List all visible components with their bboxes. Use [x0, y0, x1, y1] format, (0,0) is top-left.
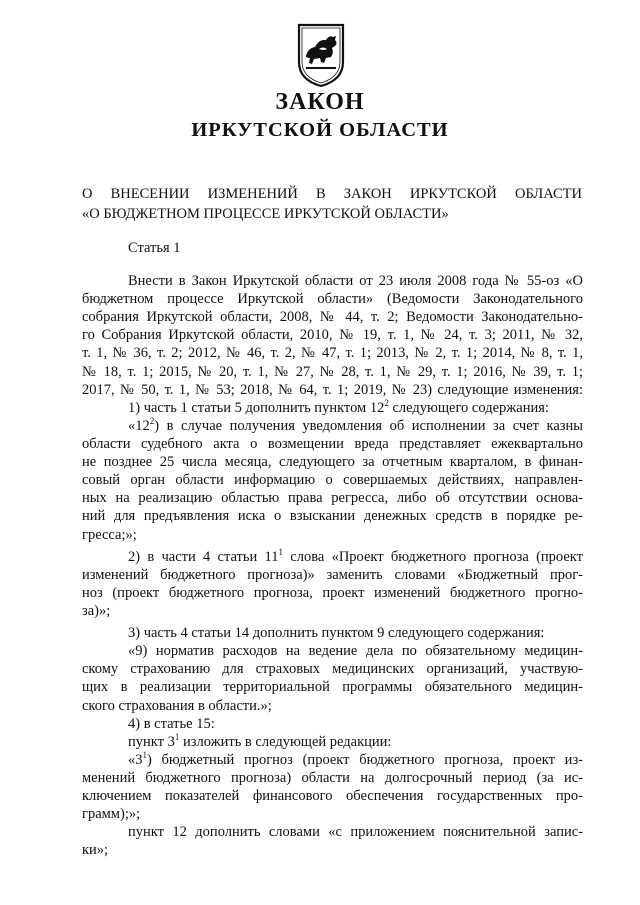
- text-line: 1) часть 1 статьи 5 дополнить пунктом $12^2$ следующего содержания:: [128, 398, 549, 416]
- text-line: 2017, № 50, т. 1, № 53; 2018, № 64, т. 1; 2019, № 23) следующие изменения:: [82, 381, 583, 398]
- text-line: «$12^2$) в случае получения уведомления об исполнении за счет казны: [128, 416, 583, 434]
- text-line: Внести в Закон Иркутской области от 23 июля 2008 года № 55-оз «О: [128, 273, 583, 289]
- text-line: № 18, т. 1; 2015, № 20, т. 1, № 27, № 28, т. 1, № 29, т. 1; 2016, № 39, т. 1;: [82, 363, 583, 380]
- text-line: пункт $3^1$ изложить в следующей редакции:: [128, 732, 392, 750]
- text-line: 2) в части 4 статьи $11^1$ слова «Проект бюджетного прогноза (проект: [128, 547, 583, 565]
- text-line: гресса;»;: [82, 526, 137, 543]
- subject-line: «О БЮДЖЕТНОМ ПРОЦЕССЕ ИРКУТСКОЙ ОБЛАСТИ»: [82, 206, 449, 222]
- article-heading: Статья 1: [128, 240, 181, 256]
- law-subject: [82, 184, 582, 224]
- text-line: го Собрания Иркутской области, 2010, № 19, т. 1, № 24, т. 3; 2011, № 32,: [82, 327, 583, 344]
- text-line: не позднее 25 числа месяца, следующего за отчетным кварталом, в финан-: [82, 454, 583, 471]
- text-line: 4) в статье 15:: [128, 715, 215, 732]
- text-line: области судебного акта о возмещении вреда представляет ежеквартально: [82, 435, 583, 452]
- subject-line: О ВНЕСЕНИИ ИЗМЕНЕНИЙ В ЗАКОН ИРКУТСКОЙ ОБЛАСТИ: [82, 186, 582, 202]
- text-line: за)»;: [82, 602, 111, 619]
- text-line: «$3^1$) бюджетный прогноз (проект бюджетного прогноза, проект из-: [128, 750, 583, 768]
- text-line: изменений бюджетного прогноза)» заменить словами «Бюджетный прог-: [82, 566, 583, 583]
- text-line: совый орган области информацию о совершаемых действиях, направлен-: [82, 472, 583, 489]
- text-line: ки»;: [82, 842, 109, 859]
- law-region: ИРКУТСКОЙ ОБЛАСТИ: [191, 119, 449, 141]
- text-line: щих в реализации территориальной программы обязательного медицин-: [82, 679, 583, 696]
- irkutsk-coat-of-arms-icon: [296, 22, 346, 88]
- law-title: ЗАКОН: [275, 89, 365, 115]
- text-line: ключением показателей финансового обеспечения государственных про-: [82, 788, 583, 805]
- text-line: ных на реализацию областью права регресса, либо об отсутствии основа-: [82, 490, 583, 507]
- text-line: ний для предъявления иска о взыскании денежных средств в порядке ре-: [82, 508, 583, 525]
- text-line: собрания Иркутской области, 2008, № 44, т. 2; Ведомости Законодательно-: [82, 309, 583, 326]
- text-line: менений бюджетного прогноза) области на долгосрочный период (за ис-: [82, 769, 583, 786]
- text-line: скому страхованию для страховых медицинских организаций, участвую-: [82, 661, 583, 678]
- text-line: 3) часть 4 статьи 14 дополнить пунктом 9 следующего содержания:: [128, 625, 545, 642]
- text-line: грамм);»;: [82, 806, 141, 823]
- text-line: т. 1, № 36, т. 2; 2012, № 46, т. 2, № 47, т. 1; 2013, № 2, т. 1; 2014, № 8, т. 1,: [82, 345, 583, 362]
- text-line: ского страхования в области.»;: [82, 697, 272, 714]
- text-line: бюджетном процессе Иркутской области» (Ведомости Законодательного: [82, 291, 583, 308]
- text-line: «9) норматив расходов на ведение дела по обязательному медицин-: [128, 643, 583, 660]
- text-line: пункт 12 дополнить словами «с приложением пояснительной запис-: [128, 824, 583, 841]
- text-line: ноз (проект бюджетного прогноза, проект изменений бюджетного прогно-: [82, 584, 583, 601]
- article-body: [82, 272, 583, 860]
